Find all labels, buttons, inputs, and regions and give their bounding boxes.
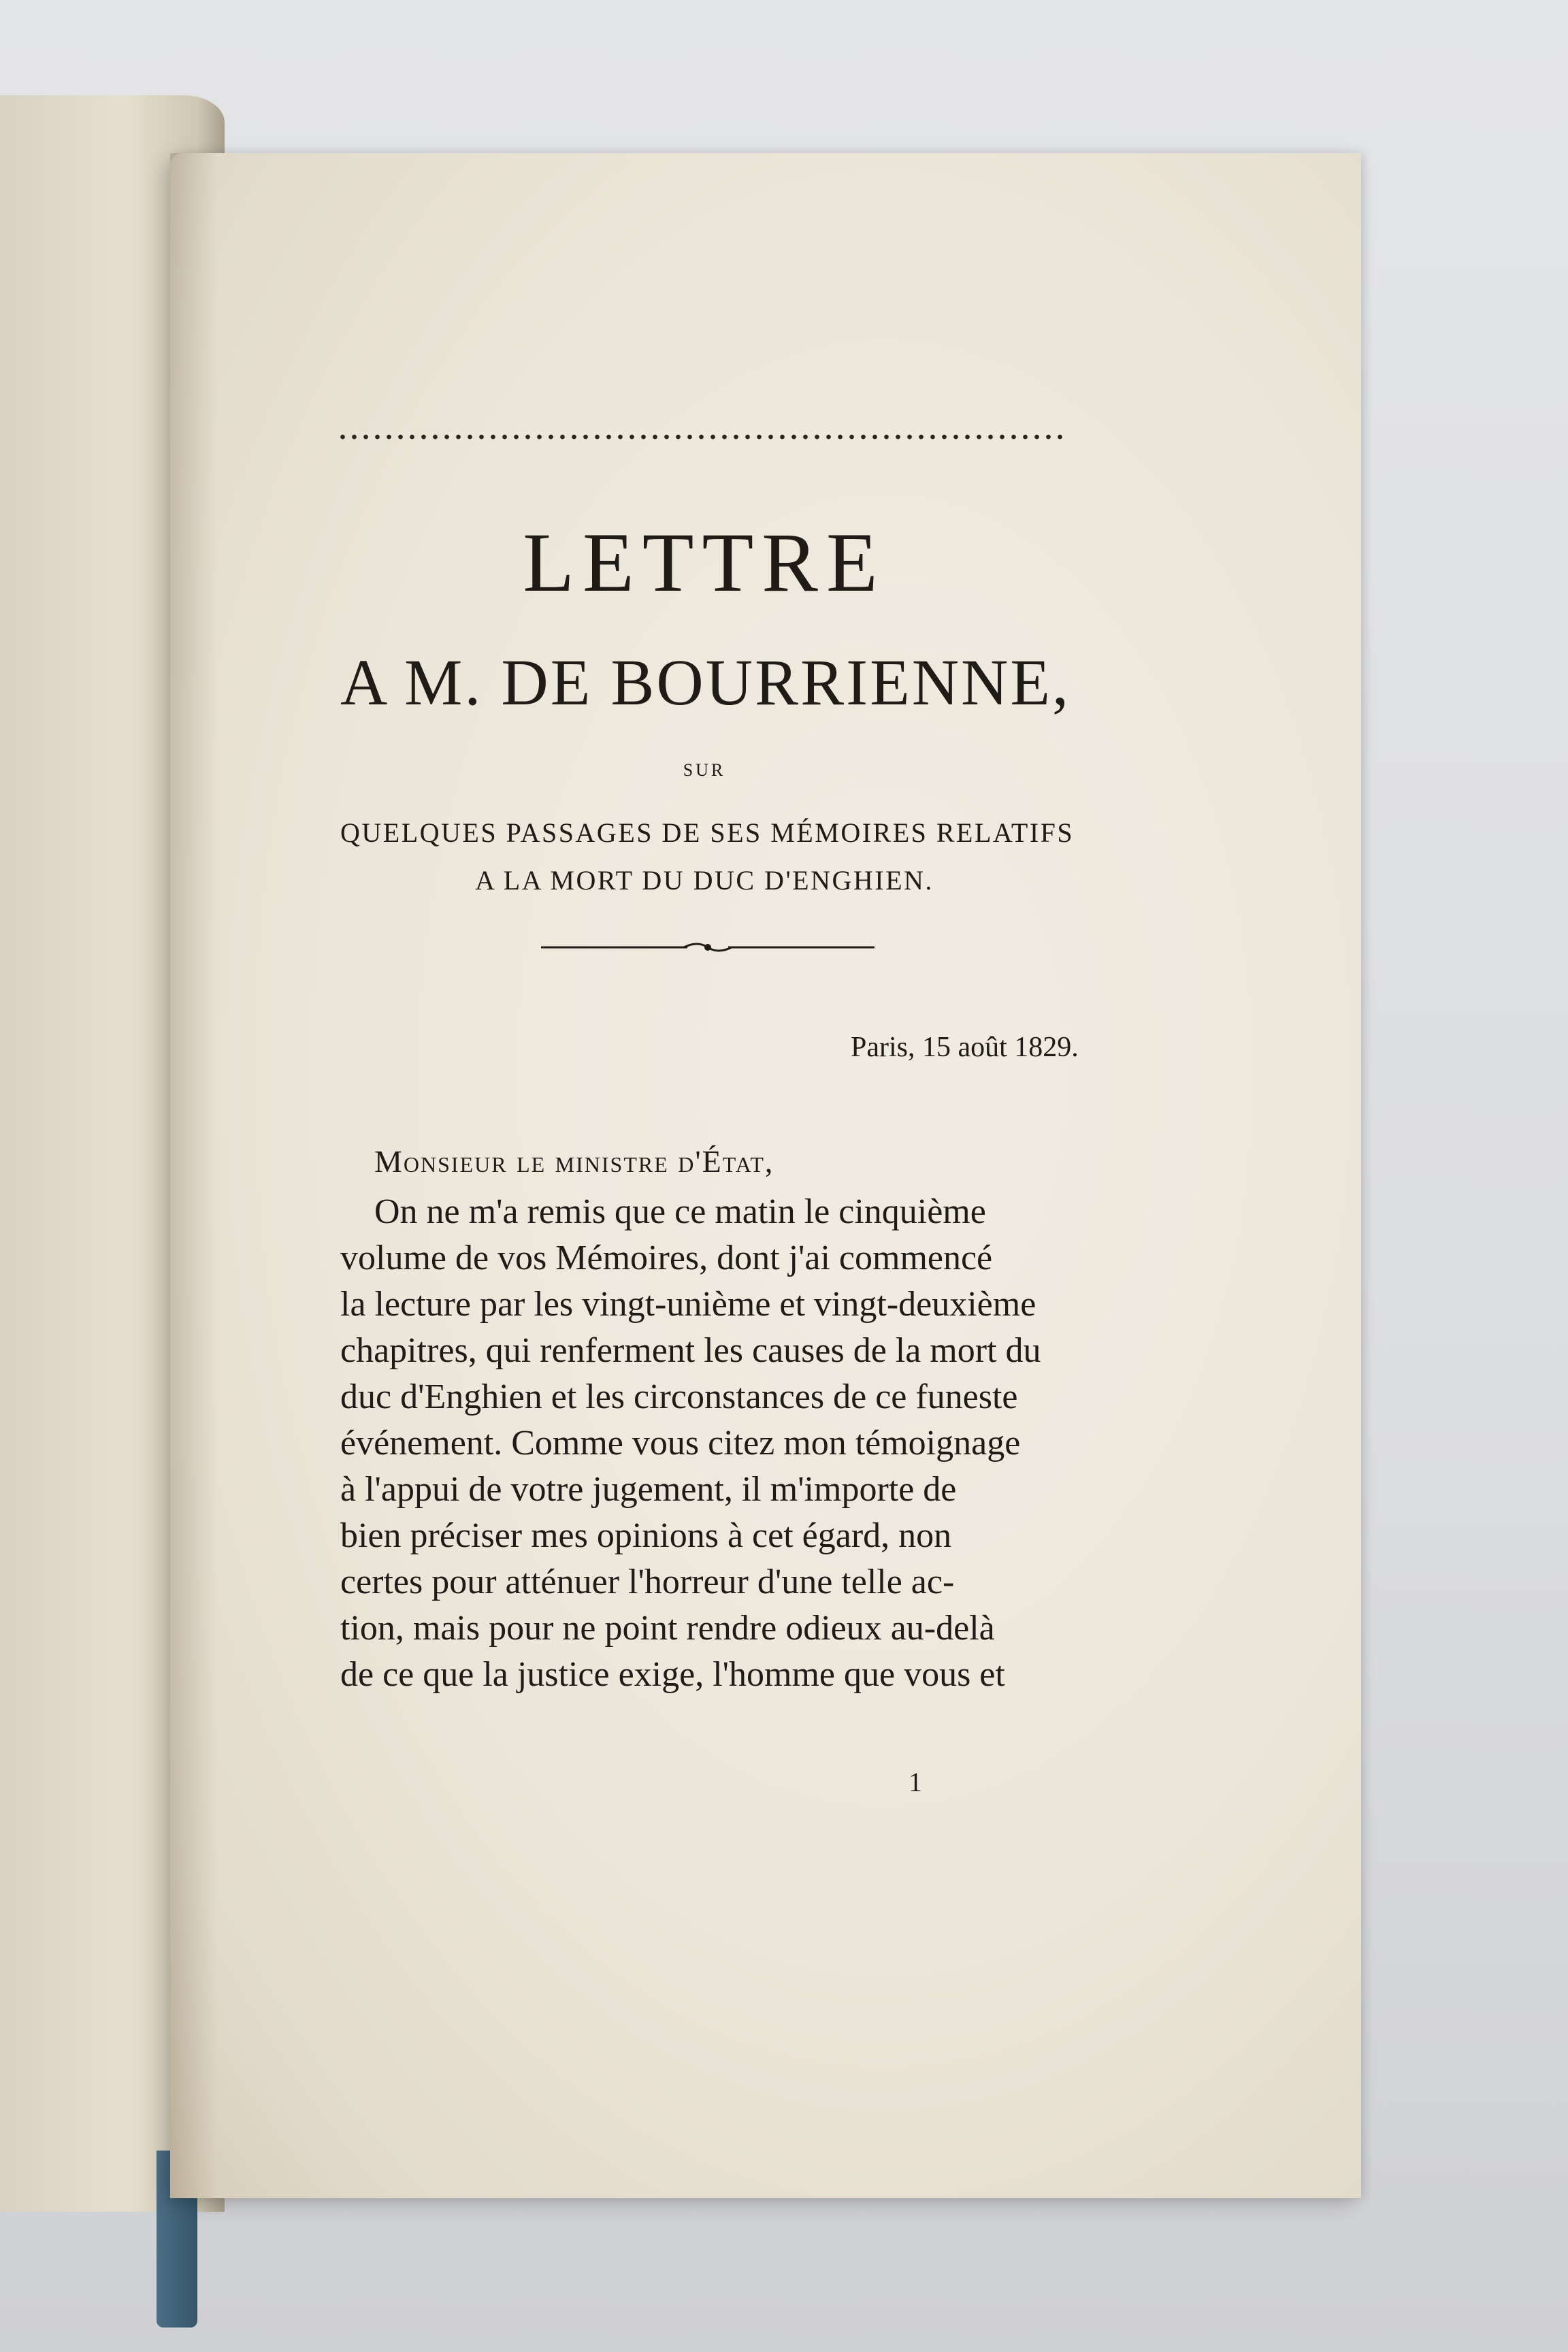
topic-line-1: QUELQUES PASSAGES DE SES MÉMOIRES RELATIFS: [340, 817, 1075, 848]
page-title: LETTRE: [523, 516, 886, 609]
page-subtitle: A M. DE BOURRIENNE,: [340, 646, 1071, 719]
body-line: la lecture par les vingt-unième et vingt-deuxième: [340, 1285, 1036, 1324]
body-line: événement. Comme vous citez mon témoignage: [340, 1424, 1021, 1463]
body-line: chapitres, qui renferment les causes de la mort du: [340, 1331, 1041, 1370]
body-line: duc d'Enghien et les circonstances de ce funeste: [340, 1377, 1018, 1416]
body-line: bien préciser mes opinions à cet égard, non: [340, 1516, 952, 1555]
body-line: à l'appui de votre jugement, il m'importe de: [340, 1470, 957, 1509]
body-line: certes pour atténuer l'horreur d'une telle ac-: [340, 1563, 955, 1601]
page-number: 1: [909, 1767, 922, 1797]
dotted-rule-ornament: [337, 432, 1065, 442]
body-line: tion, mais pour ne point rendre odieux au-delà: [340, 1609, 995, 1648]
divider-flourish: [538, 939, 878, 956]
topic-line-2: A LA MORT DU DUC D'ENGHIEN.: [475, 865, 934, 896]
salutation: Monsieur le ministre d'État,: [374, 1144, 774, 1179]
body-line: volume de vos Mémoires, dont j'ai commencé: [340, 1239, 993, 1277]
sur-label: SUR: [683, 760, 726, 780]
body-line: de ce que la justice exige, l'homme que vous et: [340, 1655, 1005, 1694]
dateline: Paris, 15 août 1829.: [851, 1032, 1079, 1063]
body-line: On ne m'a remis que ce matin le cinquième: [374, 1192, 986, 1231]
book-page: [170, 153, 1361, 2198]
